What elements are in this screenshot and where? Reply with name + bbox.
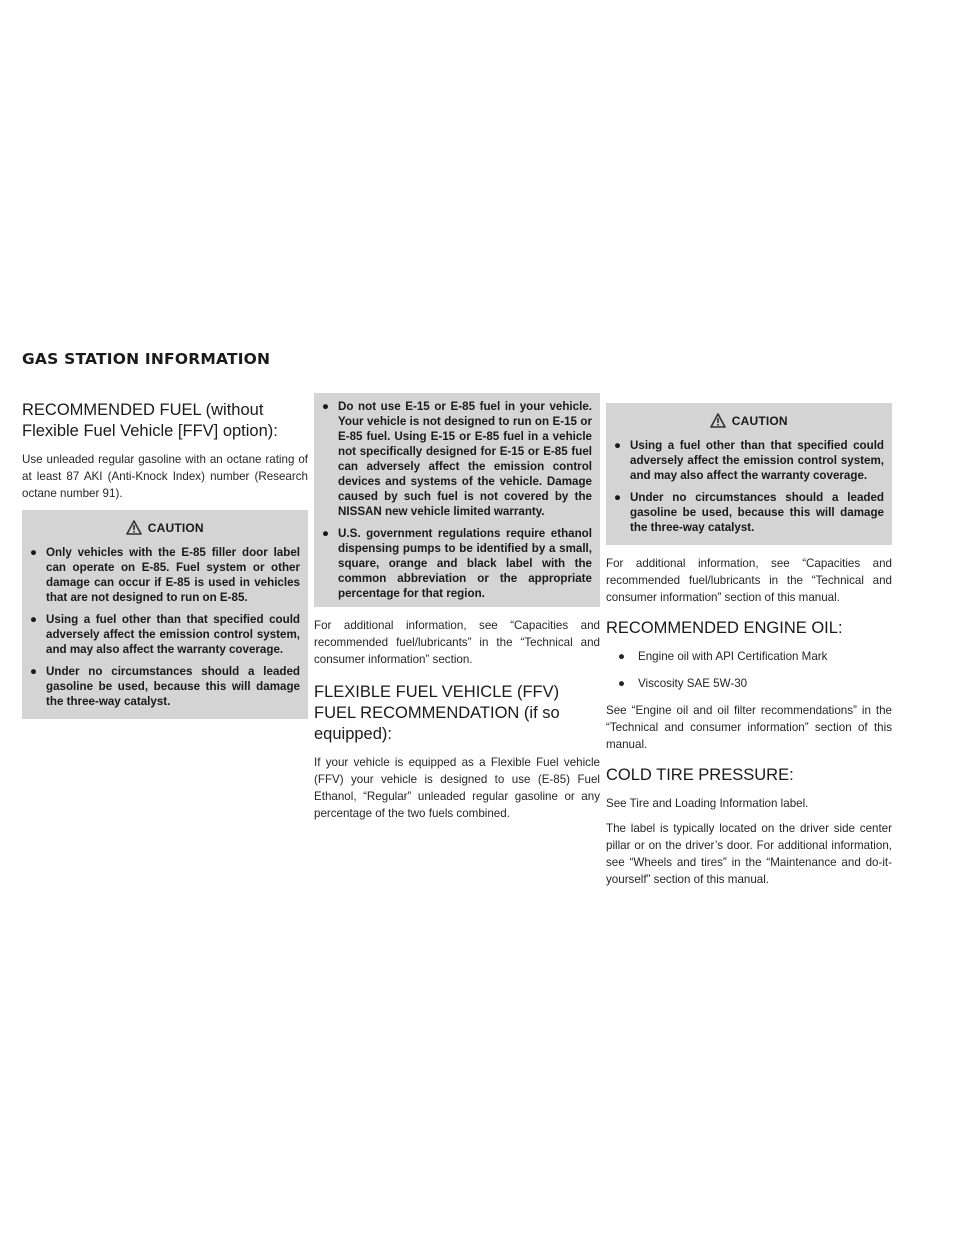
bullet-icon: ● [618, 677, 626, 690]
fuel-paragraph: Use unleaded regular gasoline with an octane rating of at least 87 AKI (Anti-Knock Index) number (Research octane number 91). [22, 453, 308, 500]
engine-oil-paragraph: See “Engine oil and oil filter recommendations” in the “Technical and consumer information” section of this manual. [606, 704, 892, 751]
caution-box-continued [314, 393, 600, 607]
warning-triangle-icon [126, 520, 142, 535]
section-title-tire-pressure: COLD TIRE PRESSURE: [606, 766, 794, 784]
caution-item [614, 438, 884, 483]
tire-location-paragraph: The label is typically located on the driver side center pillar or on the driver’s door. For additional information, see “Wheels and tires” in the “Maintenance and do-it-yourself” section of this manual. [606, 822, 892, 886]
column-3 [606, 403, 892, 896]
caution-item-text: Do not use E-15 or E-85 fuel in your vehicle. Your vehicle is not designed to run on E-15 or E-85 fuel. Using E-15 or E-85 fuel in a vehicle not specifically designed for E-15 or E-85 fuel can adversely affect the emission control devices and systems of the vehicle. Damage caused by such fuel is not covered by the NISSAN new vehicle limited warranty. [338, 400, 592, 518]
list-item-text: Viscosity SAE 5W-30 [638, 677, 748, 690]
column-2 [314, 393, 600, 830]
column-1 [22, 400, 308, 729]
caution-item-text: U.S. government regulations require ethanol dispensing pumps to be identified by a small, square, orange and black label with the common abbreviation or the appropriate percentage for that region. [338, 527, 592, 600]
list-item [606, 675, 892, 692]
bullet-icon: ● [614, 491, 622, 504]
caution-heading [614, 413, 884, 428]
caution-item [614, 490, 884, 535]
additional-info-paragraph: For additional information, see “Capacities and recommended fuel/lubricants in the “Technical and consumer information” section of this manual. [606, 557, 892, 604]
caution-item [322, 526, 592, 601]
section-title-recommended-fuel: RECOMMENDED FUEL (without Flexible Fuel Vehicle [FFV] option): [22, 401, 278, 440]
bullet-icon: ● [618, 650, 626, 663]
bullet-icon: ● [30, 613, 38, 626]
caution-item [30, 545, 300, 605]
bullet-icon: ● [322, 400, 330, 413]
section-title-ffv: FLEXIBLE FUEL VEHICLE (FFV) FUEL RECOMMENDATION (if so equipped): [314, 683, 560, 743]
caution-item-text: Under no circumstances should a leaded gasoline be used, because this will damage the three-way catalyst. [46, 665, 300, 708]
section-title-engine-oil: RECOMMENDED ENGINE OIL: [606, 619, 843, 637]
caution-item [30, 664, 300, 709]
caution-item [322, 399, 592, 519]
caution-box [606, 403, 892, 545]
bullet-icon: ● [614, 439, 622, 452]
engine-oil-list [606, 648, 892, 692]
additional-info-paragraph: For additional information, see “Capacities and recommended fuel/lubricants” in the “Technical and consumer information” section. [314, 619, 600, 666]
caution-item-text: Under no circumstances should a leaded gasoline be used, because this will damage the three-way catalyst. [630, 491, 884, 534]
warning-triangle-icon [710, 413, 726, 428]
caution-title: CAUTION [731, 414, 788, 428]
caution-item-text: Using a fuel other than that specified could adversely affect the emission control system, and may also affect the warranty coverage. [630, 439, 884, 482]
page-heading: GAS STATION INFORMATION [22, 350, 271, 368]
list-item [606, 648, 892, 665]
bullet-icon: ● [322, 527, 330, 540]
ffv-paragraph: If your vehicle is equipped as a Flexible Fuel vehicle (FFV) your vehicle is designed to use (E-85) Fuel Ethanol, “Regular” unleaded regular gasoline or any percentage of the two fuels combined. [314, 756, 600, 820]
caution-item [30, 612, 300, 657]
caution-heading [30, 520, 300, 535]
caution-item-text: Using a fuel other than that specified could adversely affect the emission control system, and may also affect the warranty coverage. [46, 613, 300, 656]
caution-item-text: Only vehicles with the E-85 filler door label can operate on E-85. Fuel system or other damage can occur if E-85 is used in vehicles that are not designed to run on E-85. [46, 546, 300, 604]
list-item-text: Engine oil with API Certification Mark [638, 650, 828, 663]
tire-label-paragraph: See Tire and Loading Information label. [606, 797, 809, 810]
caution-box [22, 510, 308, 719]
caution-title: CAUTION [147, 521, 204, 535]
bullet-icon: ● [30, 546, 38, 559]
bullet-icon: ● [30, 665, 38, 678]
